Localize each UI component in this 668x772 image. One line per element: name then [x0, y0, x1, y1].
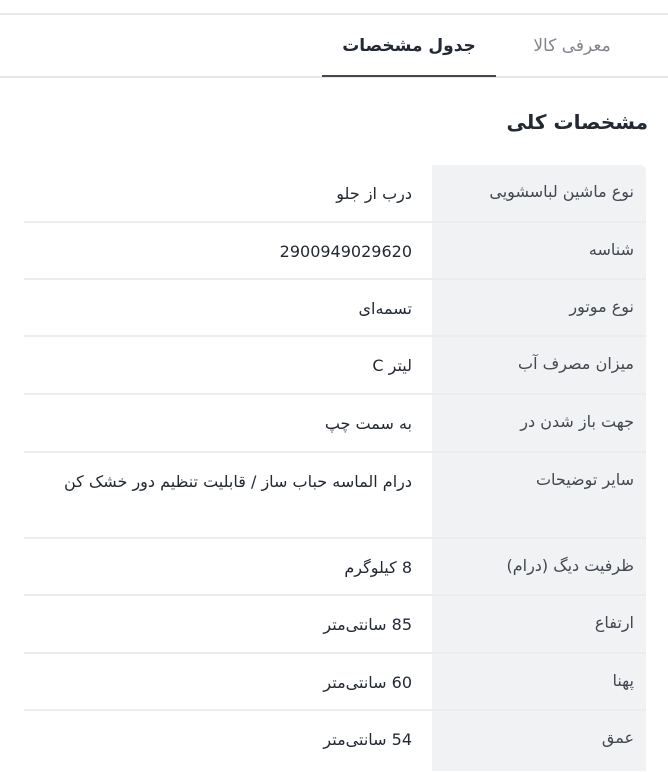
spec-label: میزان مصرف آب: [432, 337, 646, 393]
spec-label: ظرفیت دیگ (درام): [432, 539, 646, 594]
spec-label: ارتفاع: [432, 596, 646, 652]
spec-value: 2900949029620: [279, 242, 412, 261]
spec-label: جهت باز شدن در: [432, 395, 646, 451]
tab-label: جدول مشخصات: [342, 36, 476, 56]
tab-bar: [0, 15, 668, 77]
spec-label: عمق: [432, 711, 646, 771]
table-row: [24, 711, 646, 771]
table-row: [24, 654, 646, 711]
spec-label: شناسه: [432, 223, 646, 278]
section-title: مشخصات کلی: [506, 110, 648, 134]
table-row: [24, 596, 646, 654]
spec-label: سایر توضیحات: [432, 453, 646, 537]
spec-label: نوع ماشین لباسشویی: [432, 165, 646, 221]
spec-value: 8 کیلوگرم: [344, 558, 412, 577]
table-row: [24, 395, 646, 453]
tab-specifications[interactable]: [322, 15, 496, 77]
spec-value: لیتر C: [372, 356, 412, 375]
table-row: [24, 453, 646, 539]
spec-value: 54 سانتی‌متر: [323, 730, 412, 749]
spec-value: 60 سانتی‌متر: [323, 673, 412, 692]
spec-label: پهنا: [432, 654, 646, 709]
spec-value: درب از جلو: [336, 184, 412, 203]
specifications-table: [24, 165, 646, 771]
spec-value: درام الماسه حباب ساز / قابلیت تنظیم دور خشک کن: [63, 472, 412, 491]
table-row: [24, 165, 646, 223]
tab-product-intro[interactable]: [496, 15, 648, 77]
spec-value: به سمت چپ: [324, 414, 412, 433]
table-row: [24, 337, 646, 395]
table-row: [24, 280, 646, 337]
spec-value: 85 سانتی‌متر: [323, 615, 412, 634]
table-row: [24, 223, 646, 280]
table-row: [24, 539, 646, 596]
tab-label: معرفی کالا: [533, 36, 611, 56]
spec-label: نوع موتور: [432, 280, 646, 335]
spec-value: تسمه‌ای: [358, 299, 412, 318]
